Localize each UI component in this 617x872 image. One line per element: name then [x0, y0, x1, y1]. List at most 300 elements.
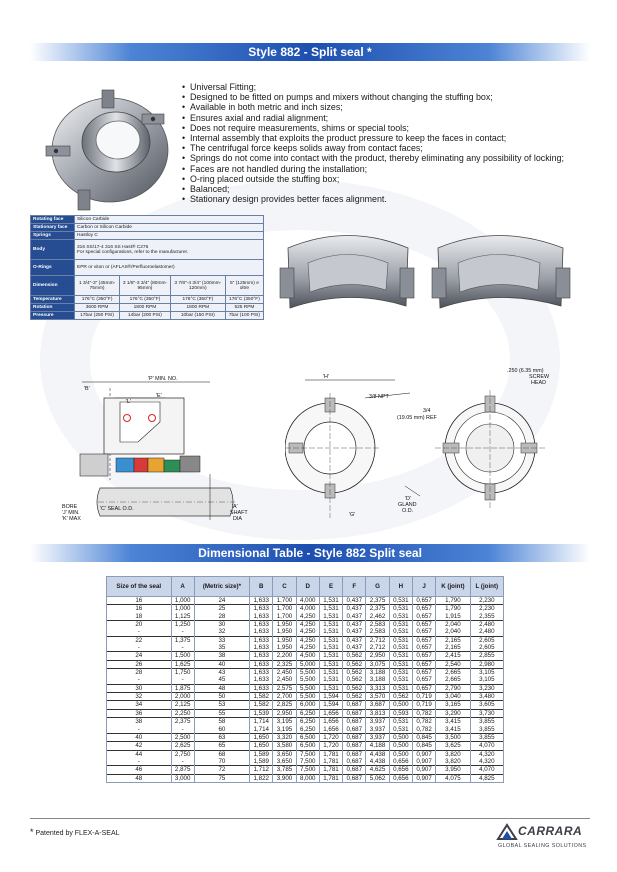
table-cell: 6,000 — [296, 701, 319, 709]
table-cell: 1,650 — [250, 742, 273, 750]
label-c-seal: 'C' SEAL O.D. — [100, 506, 134, 512]
table-cell: 0,687 — [343, 726, 366, 734]
table-cell: 0,437 — [343, 613, 366, 621]
spec-label: Temperature — [31, 296, 75, 304]
table-cell: 2,355 — [470, 613, 503, 621]
table-cell: 6,250 — [296, 709, 319, 717]
table-cell: 34 — [107, 701, 172, 709]
spec-row — [31, 260, 264, 276]
table-cell: 2,165 — [436, 636, 470, 644]
table-cell: 0,687 — [343, 774, 366, 782]
table-cell: 0,562 — [389, 693, 412, 701]
table-cell: 72 — [194, 766, 249, 774]
spec-cell: 3 1/8"-3 3/4" (80mm-95mm) — [120, 276, 171, 296]
table-cell: 0,531 — [389, 628, 412, 636]
table-cell: 1,531 — [319, 621, 342, 629]
table-cell: 24 — [107, 652, 172, 660]
table-cell: 16 — [107, 597, 172, 605]
table-cell: 1,790 — [436, 597, 470, 605]
table-cell: 30 — [107, 684, 172, 692]
table-cell: 3,785 — [273, 766, 296, 774]
table-header-row — [107, 577, 504, 597]
feature-item: • Does not require measurements, shims or special tools; — [182, 123, 592, 133]
footer-divider — [30, 818, 590, 819]
table-cell: 28 — [194, 613, 249, 621]
table-cell: 0,687 — [343, 709, 366, 717]
table-row — [107, 742, 504, 750]
table-cell: 65 — [194, 742, 249, 750]
table-cell: 46 — [107, 766, 172, 774]
table-cell: 4,625 — [366, 766, 389, 774]
table-cell: 0,531 — [389, 621, 412, 629]
split-seal-halves-photo — [278, 228, 578, 328]
table-cell: 5,500 — [296, 669, 319, 677]
table-cell: 1,582 — [250, 701, 273, 709]
table-cell: 5,000 — [296, 660, 319, 668]
table-cell: 3,290 — [436, 709, 470, 717]
table-cell: 1,531 — [319, 652, 342, 660]
table-cell: 0,782 — [412, 709, 435, 717]
table-cell: 1,531 — [319, 613, 342, 621]
table-cell: 0,531 — [389, 684, 412, 692]
table-cell: 32 — [194, 628, 249, 636]
label-g: 'G' — [349, 512, 356, 518]
table-cell: 3,480 — [470, 693, 503, 701]
table-cell: 2,500 — [171, 733, 194, 741]
table-cell: 1,633 — [250, 660, 273, 668]
table-cell: 48 — [194, 684, 249, 692]
spec-label: O-Rings — [31, 260, 75, 276]
label-h: 'H' — [323, 374, 329, 380]
table-cell: 2,583 — [366, 621, 389, 629]
footnote-text: Patented by FLEX-A-SEAL — [35, 830, 120, 837]
label-shaft: SHAFT — [230, 510, 248, 516]
carrara-logo — [496, 823, 596, 853]
feature-item: • O-ring placed outside the stuffing box; — [182, 174, 592, 184]
table-cell: 3,165 — [436, 701, 470, 709]
logo-mark-icon — [496, 823, 518, 841]
table-cell: 2,040 — [436, 621, 470, 629]
table-cell: 1,714 — [250, 726, 273, 734]
table-cell: 0,782 — [412, 718, 435, 726]
spec-cell: 176°C (350°F) — [225, 296, 263, 304]
table-cell: 1,700 — [273, 605, 296, 613]
table-cell: 3,950 — [436, 766, 470, 774]
table-cell: 40 — [194, 660, 249, 668]
table-cell: 4,070 — [470, 742, 503, 750]
table-cell: 0,845 — [412, 733, 435, 741]
table-cell: 1,531 — [319, 597, 342, 605]
table-cell: 3,855 — [470, 726, 503, 734]
table-cell: 4,000 — [296, 605, 319, 613]
table-cell: 50 — [194, 693, 249, 701]
table-row — [107, 660, 504, 668]
table-cell: 1,582 — [250, 693, 273, 701]
table-cell: 30 — [194, 621, 249, 629]
table-cell: 2,700 — [273, 693, 296, 701]
table-cell: 3,820 — [436, 758, 470, 766]
spec-cell: 7bar (100 PSI) — [225, 312, 263, 320]
table-cell: 0,531 — [389, 718, 412, 726]
table-cell: 38 — [107, 718, 172, 726]
spec-cell: 1800 RPM — [170, 304, 225, 312]
spec-row — [31, 276, 264, 296]
table-row — [107, 693, 504, 701]
label-gland: GLAND — [398, 502, 417, 508]
table-cell: 0,845 — [412, 742, 435, 750]
table-cell: 48 — [107, 774, 172, 782]
label-a-shaft: 'A' — [232, 504, 238, 510]
table-cell: 4,075 — [436, 774, 470, 782]
table-cell: 2,750 — [171, 750, 194, 758]
table-cell: 33 — [194, 636, 249, 644]
table-row — [107, 758, 504, 766]
label-d: 'D' — [405, 496, 411, 502]
table-cell: 26 — [107, 660, 172, 668]
spec-cell: 3 7/8"-4 3/4" (100mm-120mm) — [170, 276, 225, 296]
spec-row — [31, 232, 264, 240]
feature-item: • Faces are not handled during the installation; — [182, 164, 592, 174]
table-cell: 22 — [107, 636, 172, 644]
table-cell: 0,437 — [343, 628, 366, 636]
cross-section-drawing — [60, 370, 285, 530]
table-cell: 3,570 — [366, 693, 389, 701]
table-cell: 3,415 — [436, 718, 470, 726]
spec-value — [75, 240, 264, 260]
table-cell: - — [171, 726, 194, 734]
table-cell: 16 — [107, 605, 172, 613]
label-p-min: 'P' MIN. NO. — [148, 376, 178, 382]
table-cell: 2,375 — [366, 605, 389, 613]
table-cell: 2,790 — [436, 684, 470, 692]
end-views-svg — [285, 368, 585, 533]
table-cell: 18 — [107, 613, 172, 621]
table-cell: - — [107, 628, 172, 636]
table-cell: 0,687 — [343, 733, 366, 741]
spec-row — [31, 240, 264, 260]
page-title: Style 882 - Split seal * — [30, 43, 590, 61]
table-cell: 0,657 — [412, 597, 435, 605]
table-cell: 0,687 — [343, 758, 366, 766]
table-cell: 1,781 — [319, 766, 342, 774]
table-cell: 3,105 — [470, 669, 503, 677]
label-screw-3: HEAD — [531, 380, 546, 386]
column-header: E — [319, 577, 342, 597]
table-cell: 7,500 — [296, 766, 319, 774]
table-cell: 0,656 — [389, 774, 412, 782]
table-cell: 3,075 — [366, 660, 389, 668]
table-cell: 1,822 — [250, 774, 273, 782]
table-cell: 2,583 — [366, 628, 389, 636]
column-header: J — [412, 577, 435, 597]
table-cell: 1,633 — [250, 628, 273, 636]
label-screw-2: SCREW — [529, 374, 550, 380]
table-cell: 45 — [194, 676, 249, 684]
table-cell: 3,650 — [273, 758, 296, 766]
table-cell: 8,000 — [296, 774, 319, 782]
table-cell: 3,313 — [366, 684, 389, 692]
table-cell: 4,438 — [366, 758, 389, 766]
spec-value: Silicon Carbide — [75, 216, 264, 224]
table-cell: 0,907 — [412, 774, 435, 782]
label-ref-frac: 3/4 — [423, 408, 431, 414]
spec-label: Rotation — [31, 304, 75, 312]
spec-cell: 1800 RPM — [120, 304, 171, 312]
table-cell: 1,633 — [250, 684, 273, 692]
table-cell: 35 — [194, 644, 249, 652]
table-cell: 1,531 — [319, 676, 342, 684]
table-cell: 60 — [194, 726, 249, 734]
feature-item: • Universal Fitting; — [182, 82, 592, 92]
table-cell: 4,320 — [470, 758, 503, 766]
feature-item: • Designed to be fitted on pumps and mixers without changing the stuffing box; — [182, 92, 592, 102]
label-od: O.D. — [402, 508, 414, 514]
table-cell: 2,875 — [171, 766, 194, 774]
table-cell: 3,230 — [470, 684, 503, 692]
spec-label: Pressure — [31, 312, 75, 320]
table-cell: 1,656 — [319, 718, 342, 726]
table-cell: 3,040 — [436, 693, 470, 701]
table-cell: 4,250 — [296, 644, 319, 652]
table-cell: 0,531 — [389, 669, 412, 677]
table-cell: 1,915 — [436, 613, 470, 621]
table-cell: 1,781 — [319, 750, 342, 758]
column-header: A — [171, 577, 194, 597]
table-cell: 6,500 — [296, 733, 319, 741]
table-cell: 25 — [194, 605, 249, 613]
label-screw: .250 (6.35 mm) — [507, 368, 544, 374]
table-cell: 40 — [107, 733, 172, 741]
spec-cell: 176°C (350°F) — [170, 296, 225, 304]
table-cell: 32 — [107, 693, 172, 701]
table-cell: 0,656 — [389, 758, 412, 766]
table-cell: 0,531 — [389, 613, 412, 621]
table-cell: 4,000 — [296, 597, 319, 605]
table-cell: 1,531 — [319, 628, 342, 636]
table-cell: 1,700 — [273, 613, 296, 621]
label-b: 'B' — [84, 386, 90, 392]
table-cell: 1,781 — [319, 774, 342, 782]
table-cell: 5,500 — [296, 693, 319, 701]
table-cell: 1,589 — [250, 750, 273, 758]
table-cell: 4,320 — [470, 750, 503, 758]
table-cell: 2,375 — [366, 597, 389, 605]
table-row — [107, 636, 504, 644]
table-cell: 7,500 — [296, 750, 319, 758]
table-cell: 1,720 — [319, 742, 342, 750]
table-cell: 1,950 — [273, 644, 296, 652]
table-cell: 0,531 — [389, 636, 412, 644]
table-cell: 2,712 — [366, 636, 389, 644]
table-cell: 3,415 — [436, 726, 470, 734]
table-cell: 1,531 — [319, 636, 342, 644]
table-cell: - — [171, 676, 194, 684]
spec-cell: 176°C (350°F) — [75, 296, 120, 304]
table-cell: 2,165 — [436, 644, 470, 652]
column-header: G — [366, 577, 389, 597]
table-cell: 70 — [194, 758, 249, 766]
column-header: D — [296, 577, 319, 597]
table-cell: 1,125 — [171, 613, 194, 621]
table-cell: 3,937 — [366, 733, 389, 741]
table-cell: 2,540 — [436, 660, 470, 668]
table-cell: 1,625 — [171, 660, 194, 668]
table-cell: 2,450 — [273, 676, 296, 684]
table-cell: 3,855 — [470, 718, 503, 726]
label-e: 'E' — [156, 393, 162, 399]
feature-list — [182, 82, 592, 204]
table-cell: 0,531 — [389, 660, 412, 668]
table-cell: 3,937 — [366, 726, 389, 734]
table-cell: 2,480 — [470, 628, 503, 636]
table-cell: 1,000 — [171, 597, 194, 605]
table-cell: 2,415 — [436, 652, 470, 660]
spec-cell: 5" (125mm) e oltre — [225, 276, 263, 296]
table-cell: 0,657 — [412, 636, 435, 644]
table-cell: 1,539 — [250, 709, 273, 717]
table-row — [107, 750, 504, 758]
table-row — [107, 652, 504, 660]
table-cell: 2,855 — [470, 652, 503, 660]
table-cell: 0,657 — [412, 660, 435, 668]
table-cell: 0,782 — [412, 726, 435, 734]
table-row — [107, 676, 504, 684]
footnote-star: * — [30, 827, 34, 837]
table-cell: 0,562 — [343, 684, 366, 692]
table-cell: 1,750 — [171, 669, 194, 677]
table-cell: 2,040 — [436, 628, 470, 636]
table-cell: 36 — [107, 709, 172, 717]
table-cell: 1,656 — [319, 709, 342, 717]
table-cell: 68 — [194, 750, 249, 758]
table-cell: - — [107, 726, 172, 734]
table-cell: 2,125 — [171, 701, 194, 709]
spec-body-note: For special configurations, refer to the manufacturer. — [77, 249, 189, 255]
table-cell: 1,656 — [319, 726, 342, 734]
table-cell: 0,500 — [389, 701, 412, 709]
label-dia: DIA — [233, 516, 242, 522]
feature-item: • Stationary design provides better faces alignment. — [182, 194, 592, 204]
table-body — [107, 597, 504, 783]
table-cell: 1,375 — [171, 636, 194, 644]
table-cell: 2,480 — [470, 621, 503, 629]
table-cell: 4,070 — [470, 766, 503, 774]
spec-label: Stationary face — [31, 224, 75, 232]
table-row — [107, 644, 504, 652]
table-row — [107, 597, 504, 605]
table-row — [107, 628, 504, 636]
table-cell: 0,907 — [412, 766, 435, 774]
table-cell: 4,250 — [296, 613, 319, 621]
table-cell: 1,633 — [250, 644, 273, 652]
table-cell: 2,712 — [366, 644, 389, 652]
table-cell: 1,633 — [250, 605, 273, 613]
table-cell: 0,687 — [343, 766, 366, 774]
table-cell: 5,500 — [296, 684, 319, 692]
table-cell: 1,781 — [319, 758, 342, 766]
table-cell: - — [107, 676, 172, 684]
feature-item: • Springs do not come into contact with the product, thereby eliminating any possibility of locking; — [182, 153, 592, 163]
spec-label: Dimension — [31, 276, 75, 296]
table-row — [107, 733, 504, 741]
table-cell: 1,875 — [171, 684, 194, 692]
table-cell: - — [171, 628, 194, 636]
spec-cell: 176°C (350°F) — [120, 296, 171, 304]
table-cell: 1,531 — [319, 669, 342, 677]
table-cell: 75 — [194, 774, 249, 782]
spec-row — [31, 312, 264, 320]
table-cell: 2,230 — [470, 597, 503, 605]
table-cell: 6,250 — [296, 726, 319, 734]
table-cell: 0,531 — [389, 597, 412, 605]
column-header: (Metric size)* — [194, 577, 249, 597]
spec-body-value: 316 SS/17-4 316 SS Hast® C276 — [77, 244, 149, 250]
table-cell: 0,562 — [343, 669, 366, 677]
table-cell: 1,633 — [250, 597, 273, 605]
table-cell: 0,531 — [389, 605, 412, 613]
table-cell: 0,562 — [343, 652, 366, 660]
table-cell: 1,589 — [250, 758, 273, 766]
table-cell: 3,195 — [273, 726, 296, 734]
table-row — [107, 613, 504, 621]
column-header: H — [389, 577, 412, 597]
table-cell: 38 — [194, 652, 249, 660]
table-cell: 1,700 — [273, 597, 296, 605]
table-cell: 0,907 — [412, 758, 435, 766]
table-cell: 3,813 — [366, 709, 389, 717]
table-cell: 3,605 — [470, 701, 503, 709]
table-cell: 3,855 — [470, 733, 503, 741]
table-cell: 1,500 — [171, 652, 194, 660]
table-cell: - — [107, 644, 172, 652]
table-row — [107, 718, 504, 726]
feature-item: • Internal assembly that exploits the product pressure to keep the faces in contact; — [182, 133, 592, 143]
table-cell: 0,657 — [412, 669, 435, 677]
table-cell: 2,000 — [171, 693, 194, 701]
table-cell: 3,105 — [470, 676, 503, 684]
table-cell: 4,250 — [296, 621, 319, 629]
table-cell: 0,657 — [412, 652, 435, 660]
table-cell: 1,790 — [436, 605, 470, 613]
table-cell: 0,657 — [412, 605, 435, 613]
spec-cell: 17bar (250 PSI) — [75, 312, 120, 320]
table-cell: 4,250 — [296, 628, 319, 636]
table-cell: 0,657 — [412, 621, 435, 629]
table-row — [107, 766, 504, 774]
dimensional-table — [106, 576, 504, 783]
table-cell: 1,650 — [250, 733, 273, 741]
feature-item: • Available in both metric and inch sizes; — [182, 102, 592, 112]
table-cell: 3,580 — [273, 742, 296, 750]
table-cell: 3,937 — [366, 718, 389, 726]
table-cell: 0,437 — [343, 597, 366, 605]
table-cell: 6,250 — [296, 718, 319, 726]
label-l: 'L' — [126, 399, 132, 405]
table-cell: 1,950 — [273, 628, 296, 636]
table-cell: 5,500 — [296, 676, 319, 684]
table-cell: 0,562 — [343, 660, 366, 668]
table-cell: 2,665 — [436, 676, 470, 684]
table-cell: 1,633 — [250, 621, 273, 629]
spec-label: Rotating face — [31, 216, 75, 224]
table-cell: 1,720 — [319, 733, 342, 741]
table-cell: 0,593 — [389, 709, 412, 717]
table-cell: 1,250 — [171, 621, 194, 629]
feature-item: • The centrifugal force keeps solids away from contact faces; — [182, 143, 592, 153]
table-cell: 3,500 — [436, 733, 470, 741]
table-cell: 2,462 — [366, 613, 389, 621]
table-cell: 0,437 — [343, 621, 366, 629]
